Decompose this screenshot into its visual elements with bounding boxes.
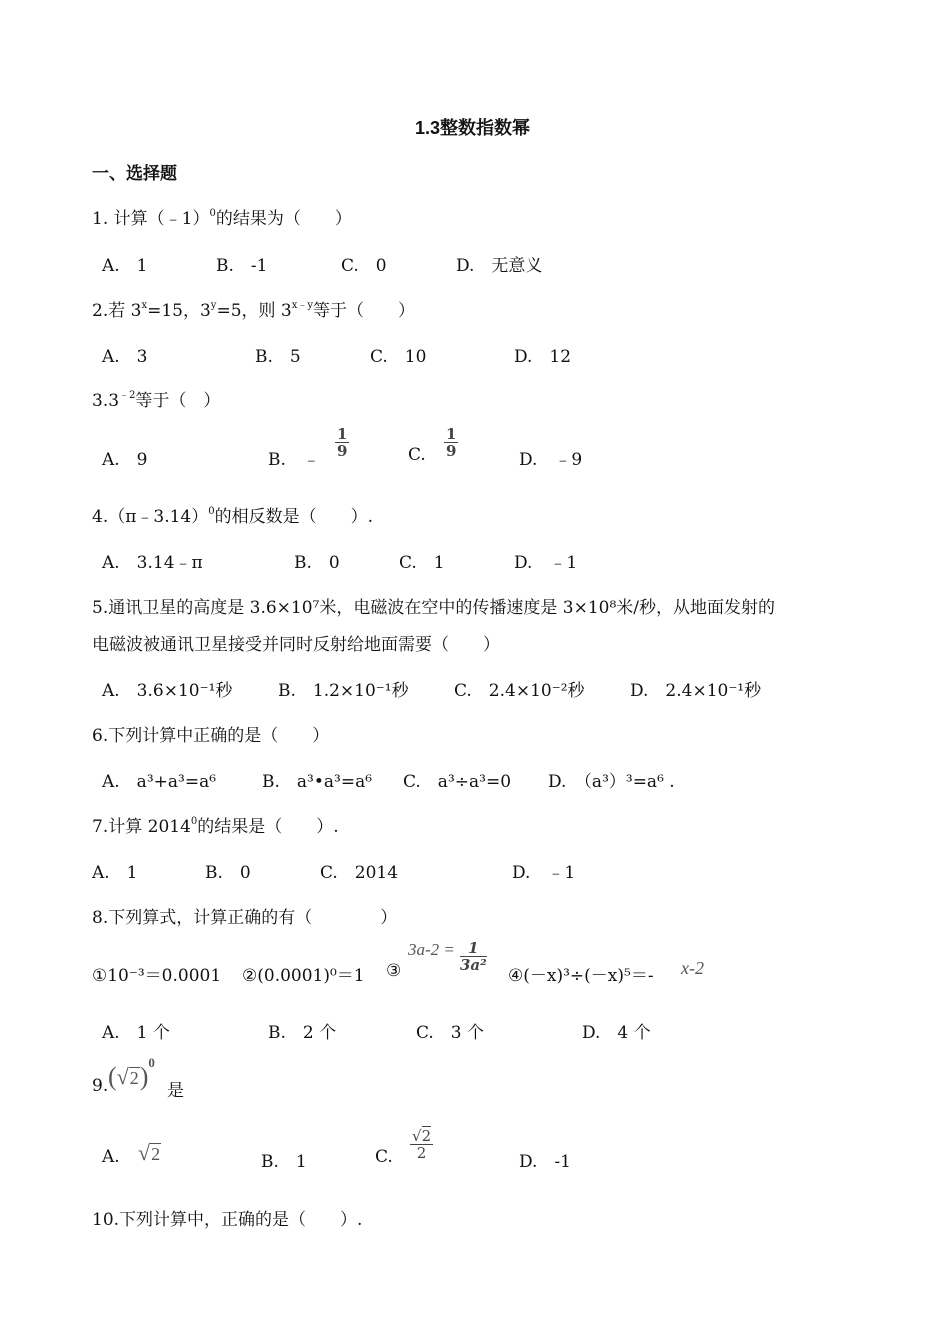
q4-option-d: D. ﹣1 bbox=[514, 553, 578, 573]
q5-option-a: A. 3.6×10⁻¹秒 bbox=[102, 681, 233, 701]
q4-option-b: B. 0 bbox=[294, 553, 340, 573]
q9-option-a-sqrt: √2 bbox=[138, 1140, 161, 1165]
question-2: 2.若 $3^x=15$，$3^y=5$，则 $3^{x﹣y}$等于（ ） bbox=[92, 300, 416, 321]
q9-expression: $(√2)^0$ bbox=[108, 1054, 155, 1091]
q4-option-a: A. 3.14﹣π bbox=[102, 553, 203, 573]
q1-option-a: A. 1 bbox=[102, 256, 148, 276]
q5-option-d: D. 2.4×10⁻¹秒 bbox=[630, 681, 762, 701]
q5-option-b: B. 1.2×10⁻¹秒 bbox=[278, 681, 409, 701]
q1-option-d: D. 无意义 bbox=[456, 256, 543, 276]
question-3: $3.3^{﹣2}$等于（ ） bbox=[92, 390, 221, 411]
question-8: 8.下列算式，计算正确的有（ ） bbox=[92, 908, 398, 928]
q7-option-a: A. 1 bbox=[92, 863, 138, 883]
q3-option-c: C. bbox=[408, 445, 426, 465]
q9-option-c: C. bbox=[375, 1147, 393, 1167]
question-5-line-2: 电磁波被通讯卫星接受并同时反射给地面需要（ ） bbox=[92, 635, 500, 655]
q7-option-d: D. ﹣1 bbox=[512, 863, 576, 883]
q9-option-b: B. 1 bbox=[261, 1152, 307, 1172]
question-1: 1. 计算（﹣1）$^0$的结果为（ ） bbox=[92, 208, 352, 229]
q1-option-c: C. 0 bbox=[341, 256, 387, 276]
question-6: 6.下列计算中正确的是（ ） bbox=[92, 726, 330, 746]
question-9-number: 9. bbox=[92, 1076, 109, 1096]
q9-option-c-fraction: $\frac{√2}{2}$ bbox=[412, 1127, 432, 1162]
q2-option-c: C. 10 bbox=[370, 347, 427, 367]
q6-option-a: A. a³+a³=a⁶ bbox=[102, 772, 217, 792]
q6-option-d: D. （a³）³=a⁶ . bbox=[548, 772, 675, 792]
q3-option-d: D. ﹣9 bbox=[519, 450, 583, 470]
q2-option-d: D. 12 bbox=[514, 347, 572, 367]
q3-option-b-fraction: $\frac{1}{9}$ bbox=[337, 425, 348, 460]
q7-option-c: C. 2014 bbox=[320, 863, 399, 883]
page-title: 1.3整数指数幂 bbox=[415, 118, 531, 138]
q7-option-b: B. 0 bbox=[205, 863, 251, 883]
q2-option-a: A. 3 bbox=[102, 347, 148, 367]
q8-option-d: D. 4 个 bbox=[582, 1023, 651, 1043]
q8-item-1: ①10⁻³＝0.0001 bbox=[92, 966, 222, 986]
question-10: 10.下列计算中，正确的是（ ）. bbox=[92, 1210, 363, 1230]
question-4: 4.（π﹣3.14）$^0$的相反数是（ ）. bbox=[92, 506, 374, 527]
q9-option-a: A. bbox=[102, 1147, 120, 1167]
q8-option-c: C. 3 个 bbox=[416, 1023, 485, 1043]
question-5-line-1: 5.通讯卫星的高度是 3.6×10⁷米，电磁波在空中的传播速度是 3×10⁸米/秒，从地面发射的 bbox=[92, 598, 775, 618]
q3-option-c-fraction: $\frac{1}{9}$ bbox=[446, 425, 457, 460]
q3-option-a: A. 9 bbox=[102, 450, 148, 470]
q2-option-b: B. 5 bbox=[255, 347, 301, 367]
q8-item-3: ③ bbox=[386, 961, 402, 981]
q6-option-b: B. a³•a³=a⁶ bbox=[262, 772, 373, 792]
q8-item-3-expression: 3a-2 = $\frac{1}{\text{3a²}}$ bbox=[408, 939, 487, 974]
q6-option-c: C. a³÷a³=0 bbox=[403, 772, 512, 792]
q8-option-b: B. 2 个 bbox=[268, 1023, 337, 1043]
q3-option-b: B. ﹣ bbox=[268, 450, 320, 470]
q1-option-b: B. -1 bbox=[216, 256, 268, 276]
q8-option-a: A. 1 个 bbox=[102, 1023, 170, 1043]
question-7: 7.计算 2014$^0$的结果是（ ）. bbox=[92, 816, 339, 837]
q5-option-c: C. 2.4×10⁻²秒 bbox=[454, 681, 585, 701]
q4-option-c: C. 1 bbox=[399, 553, 445, 573]
q8-item-4-tail: x-2 bbox=[681, 958, 704, 978]
q8-item-4: ④(－x)³÷(－x)⁵＝- bbox=[508, 966, 654, 986]
q8-item-2: ②(0.0001)⁰＝1 bbox=[242, 966, 365, 986]
q9-option-d: D. -1 bbox=[519, 1152, 571, 1172]
question-9-tail: 是 bbox=[167, 1081, 184, 1101]
section-heading: 一、选择题 bbox=[92, 164, 177, 183]
